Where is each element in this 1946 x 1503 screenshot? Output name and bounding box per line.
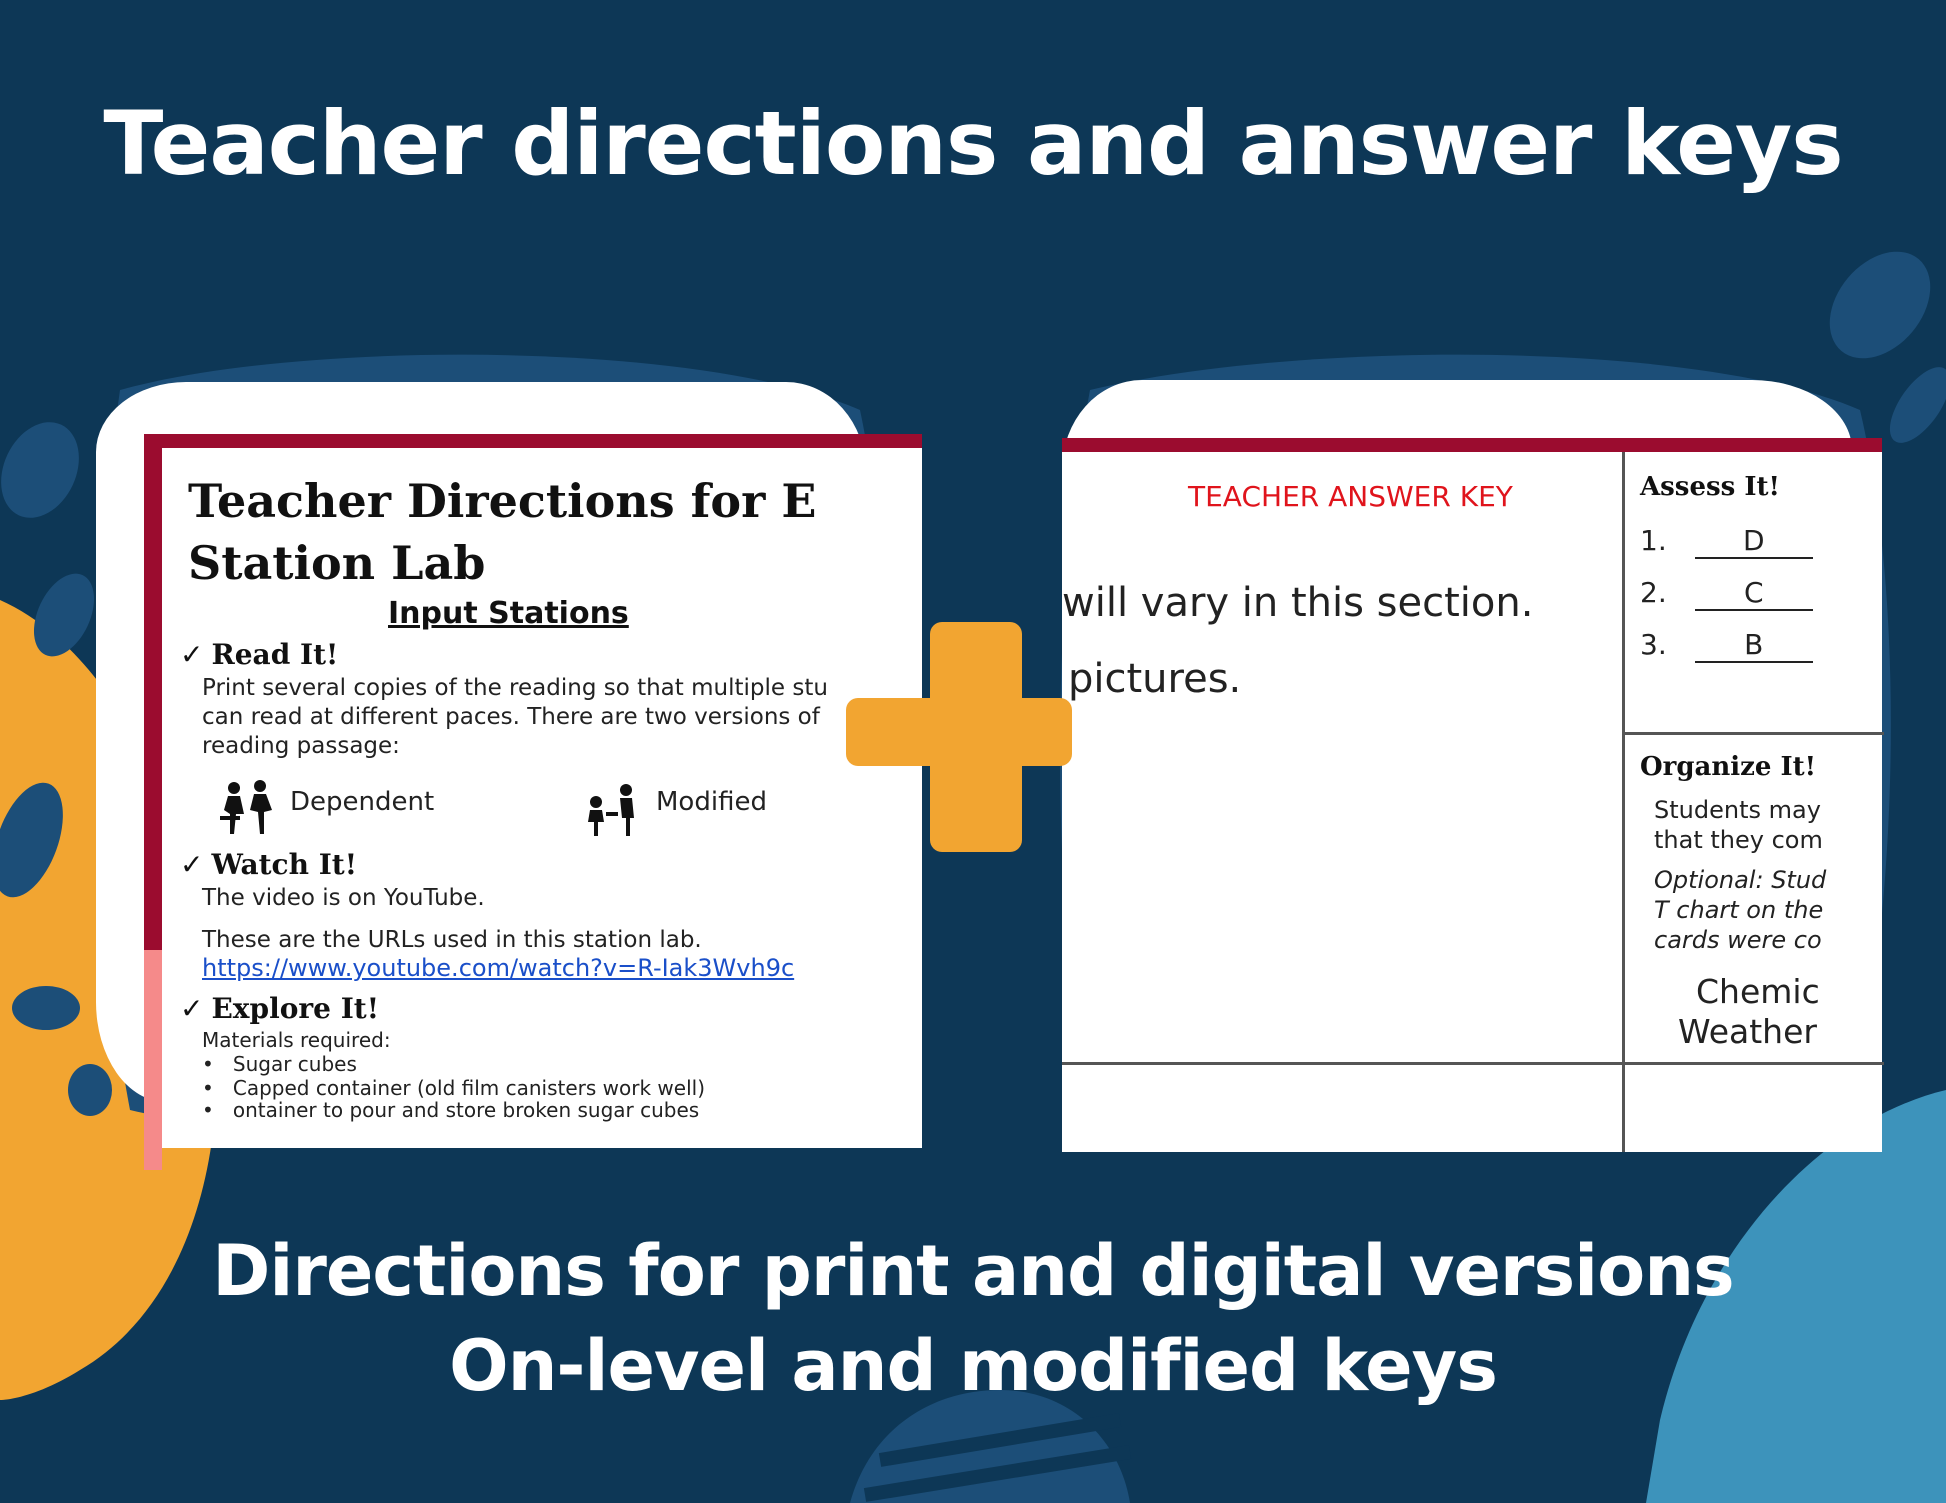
- answer-row: [1640, 628, 1813, 663]
- explore-heading: [180, 992, 379, 1025]
- explore-heading-label: Explore It!: [211, 992, 380, 1025]
- organize-text-line: that they com: [1654, 826, 1823, 854]
- modified-readers-icon: [582, 782, 640, 838]
- dependent-readers-icon: [218, 780, 276, 836]
- organize-heading: Organize It!: [1640, 752, 1817, 782]
- read-text-line: can read at different paces. There are two versions of: [202, 704, 820, 730]
- materials-item: • ontainer to pour and store broken sugar cubes: [202, 1098, 700, 1122]
- materials-label: Materials required:: [202, 1028, 391, 1052]
- answer-row: [1640, 524, 1813, 559]
- orange-blob-spot: [68, 1064, 112, 1116]
- teacher-directions-preview: [96, 382, 866, 1122]
- check-icon: ✓: [180, 848, 204, 881]
- row-divider: [1624, 732, 1884, 735]
- orange-blob-spot: [12, 986, 80, 1030]
- materials-item-text: Capped container (old film canisters work well): [232, 1076, 705, 1100]
- answer-number: 2.: [1640, 576, 1667, 609]
- pictures-text: pictures.: [1068, 656, 1242, 702]
- option-dependent: Dependent: [290, 787, 435, 817]
- row-divider: [1062, 1062, 1624, 1065]
- doc-title: [188, 470, 816, 594]
- directions-document: [144, 434, 922, 1148]
- option-modified: Modified: [656, 787, 767, 817]
- materials-item: • Sugar cubes: [202, 1052, 357, 1076]
- subtitle-line-2: On-level and modified keys: [449, 1325, 1497, 1407]
- answer-number: 3.: [1640, 628, 1667, 661]
- read-heading-label: Read It!: [211, 638, 339, 671]
- organize-italic-line: T chart on the: [1654, 896, 1824, 924]
- answer-number: 1.: [1640, 524, 1667, 557]
- answer-row: [1640, 576, 1813, 611]
- materials-item: • Capped container (old film canisters work well): [202, 1076, 705, 1100]
- plus-icon-bar: [846, 698, 1072, 766]
- weathering-label: Weather: [1678, 1012, 1817, 1051]
- answer-value: B: [1695, 628, 1813, 663]
- watch-text-line: These are the URLs used in this station lab.: [202, 927, 702, 953]
- assess-heading: Assess It!: [1640, 472, 1780, 502]
- doc-subtitle: Input Stations: [388, 596, 629, 631]
- answer-key-preview: [1062, 380, 1852, 1108]
- materials-item-text: Sugar cubes: [232, 1052, 357, 1076]
- doc-title-line1: Teacher Directions for E: [188, 474, 817, 528]
- organize-text-line: Students may: [1654, 796, 1821, 824]
- vary-text: will vary in this section.: [1062, 580, 1534, 626]
- read-text-line: reading passage:: [202, 733, 400, 759]
- doc-accent-strip: [144, 950, 162, 1170]
- organize-italic-line: cards were co: [1654, 926, 1822, 954]
- row-divider: [1624, 1062, 1884, 1065]
- watch-text-line: The video is on YouTube.: [202, 885, 485, 911]
- check-icon: ✓: [180, 992, 204, 1025]
- organize-italic-line: Optional: Stud: [1654, 866, 1827, 894]
- answer-value: C: [1695, 576, 1813, 611]
- read-heading: [180, 638, 338, 671]
- answer-key-label: TEACHER ANSWER KEY: [1188, 480, 1513, 513]
- column-divider: [1622, 452, 1625, 1152]
- answer-key-document: [1062, 438, 1882, 1152]
- check-icon: ✓: [180, 638, 204, 671]
- chemical-label: Chemic: [1696, 972, 1820, 1011]
- watch-heading: [180, 848, 357, 881]
- youtube-link[interactable]: https://www.youtube.com/watch?v=R-Iak3Wvh9c: [202, 954, 795, 982]
- answer-value: D: [1695, 524, 1813, 559]
- page-title: Teacher directions and answer keys: [103, 92, 1843, 195]
- doc-title-line2: Station Lab: [188, 536, 486, 590]
- materials-item-text: ontainer to pour and store broken sugar cubes: [232, 1098, 700, 1122]
- subtitle-line-1: Directions for print and digital versions: [212, 1230, 1734, 1312]
- read-text-line: Print several copies of the reading so that multiple stu: [202, 675, 828, 701]
- watch-heading-label: Watch It!: [211, 848, 358, 881]
